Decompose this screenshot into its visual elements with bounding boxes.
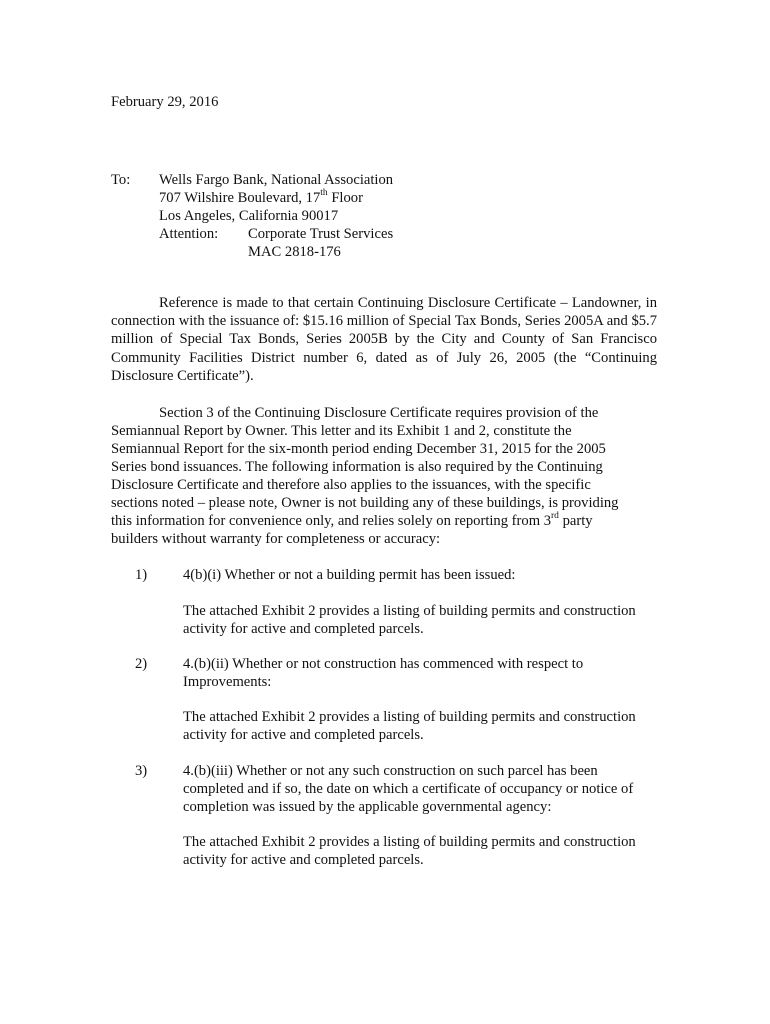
item-number: 2) bbox=[135, 656, 148, 672]
item-heading: 4(b)(i) Whether or not a building permit has been issued: bbox=[183, 567, 516, 583]
addressee-name: Wells Fargo Bank, National Association bbox=[159, 172, 394, 188]
letter-date: February 29, 2016 bbox=[111, 94, 219, 110]
section3-line: builders without warranty for completeness or accuracy: bbox=[111, 531, 441, 547]
mac-code: MAC 2818-176 bbox=[248, 244, 341, 260]
item-answer: activity for active and completed parcels. bbox=[183, 621, 424, 637]
item-heading: 4.(b)(iii) Whether or not any such construction on such parcel has been bbox=[183, 763, 598, 779]
item-heading: Improvements: bbox=[183, 674, 272, 690]
section3-line7-text: this information for convenience only, and relies solely on reporting from 3 bbox=[111, 513, 551, 529]
attention-label: Attention: bbox=[159, 226, 219, 242]
item-answer: activity for active and completed parcels. bbox=[183, 727, 424, 743]
item-answer: activity for active and completed parcels. bbox=[183, 852, 424, 868]
street-text: 707 Wilshire Boulevard, 17 bbox=[159, 190, 321, 206]
item-number: 1) bbox=[135, 567, 148, 583]
item-heading: 4.(b)(ii) Whether or not construction has commenced with respect to bbox=[183, 656, 584, 672]
addressee-city: Los Angeles, California 90017 bbox=[159, 208, 339, 224]
item-answer: The attached Exhibit 2 provides a listing of building permits and construction bbox=[183, 603, 636, 619]
attention-value: Corporate Trust Services bbox=[248, 226, 394, 242]
street-floor: Floor bbox=[327, 190, 363, 206]
item-heading: completed and if so, the date on which a certificate of occupancy or notice of bbox=[183, 781, 634, 797]
section3-line: Section 3 of the Continuing Disclosure Certificate requires provision of the bbox=[159, 405, 599, 421]
to-label: To: bbox=[111, 172, 131, 188]
section3-line: Series bond issuances. The following information is also required by the Continuing bbox=[111, 459, 603, 475]
third-ordinal-suffix: rd bbox=[551, 511, 559, 522]
section3-line bbox=[111, 512, 593, 530]
section3-line: Semiannual Report for the six-month period ending December 31, 2015 for the 2005 bbox=[111, 441, 606, 457]
reference-paragraph: Reference is made to that certain Continuing Disclosure Certificate – Landowner, in connection with the issuance of: $15.16 million of Special Tax Bonds, Series 2005A and $5.7 million of Special Tax Bonds, Series 2005B by the City and County of San Francisco Community Facilities District number 6, dated as of July 26, 2005 (the “Continuing Disclosure Certificate”). bbox=[111, 295, 657, 384]
section3-line: Semiannual Report by Owner. This letter and its Exhibit 1 and 2, constitute the bbox=[111, 423, 572, 439]
item-answer: The attached Exhibit 2 provides a listing of building permits and construction bbox=[183, 709, 636, 725]
addressee-street bbox=[159, 189, 363, 207]
item-answer: The attached Exhibit 2 provides a listing of building permits and construction bbox=[183, 834, 636, 850]
section3-line7-end: party bbox=[558, 513, 593, 529]
item-heading: completion was issued by the applicable governmental agency: bbox=[183, 799, 552, 815]
section3-line: Disclosure Certificate and therefore also applies to the issuances, with the specific bbox=[111, 477, 591, 493]
section3-line: sections noted – please note, Owner is not building any of these buildings, is providing bbox=[111, 495, 619, 511]
street-ordinal-suffix: th bbox=[320, 188, 328, 199]
item-number: 3) bbox=[135, 763, 148, 779]
